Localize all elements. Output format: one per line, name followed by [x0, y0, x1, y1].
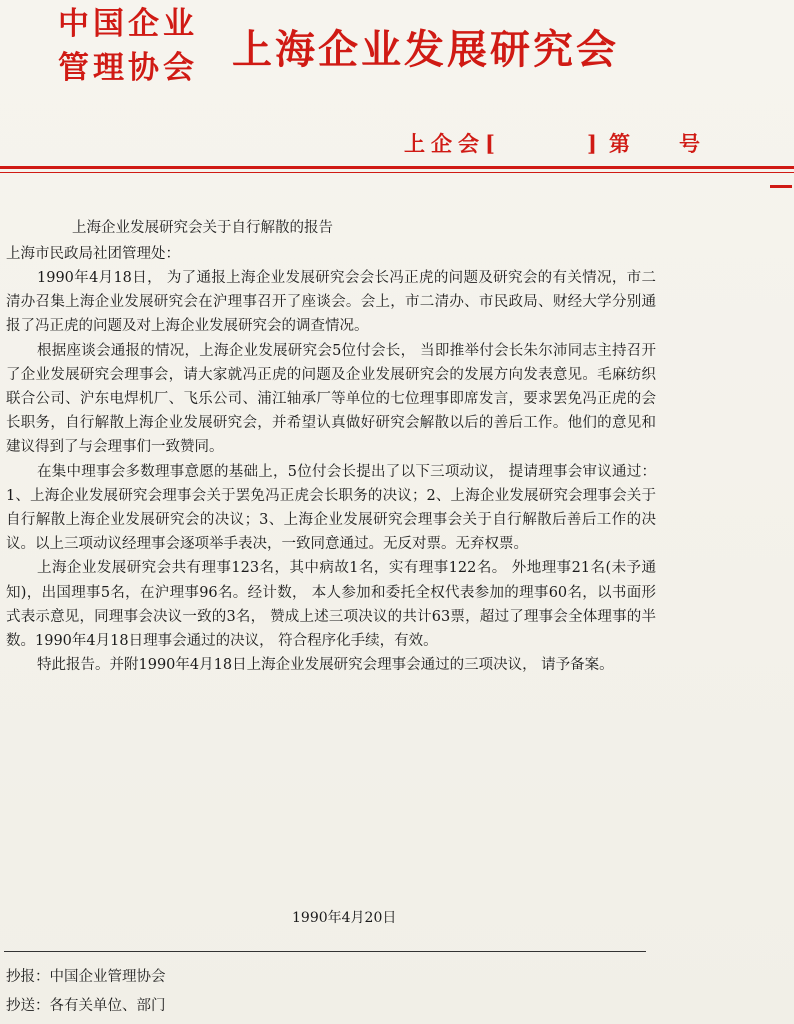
org-left-line2: 管理协会 [58, 50, 198, 86]
docno-bracket-open: [ [485, 131, 495, 156]
paragraph-2: 根据座谈会通报的情况，上海企业发展研究会5位付会长， 当即推举付会长朱尔沛同志主持召开了企业发展研究会理事会，请大家就冯正虎的问题及企业发展研究会的发展方向发表意见。毛麻纺织联合公司、沪东电焊机厂、飞乐公司、浦江轴承厂等单位的七位理事即席发言，要求罢免冯正虎的会长职务，自行解散上海企业发展研究会，并希望认真做好研究会解散以后的善后工作。他们的意见和建议得到了与会理事们一致赞同。 [6, 342, 656, 456]
org-main-name: 上海企业发展研究会 [232, 26, 619, 73]
paragraph-4: 上海企业发展研究会共有理事123名，其中病故1名，实有理事122名。 外地理事21名(未予通知)，出国理事5名，在沪理事96名。经计数， 本人参加和委托全权代表参加的理事60名，以书面形式表示意见，同理事会决议一致的3名， 赞成上述三项决议的共计63票，超过了理事会全体理事的半数。1990年4月18日理事会通过的决议， 符合程序化手续，有效。 [6, 560, 656, 650]
letterhead-rule-thin [0, 172, 794, 173]
paragraph-3: 在集中理事会多数理事意愿的基础上，5位付会长提出了以下三项动议， 提请理事会审议通过：1、上海企业发展研究会理事会关于罢免冯正虎会长职务的决议；2、上海企业发展研究会理事会关于自行解散上海企业发展研究会的决议；3、上海企业发展研究会理事会关于自行解散后善后工作的决议。以上三项动议经理事会逐项举手表决，一致同意通过。无反对票。无弃权票。 [6, 463, 656, 553]
org-left-line1: 中国企业 [58, 6, 198, 42]
docno-prefix: 上企会 [404, 131, 485, 156]
docno-hao: 号 [679, 131, 700, 156]
docno-bracket-close: ] [587, 131, 597, 156]
paragraph-1: 1990年4月18日， 为了通报上海企业发展研究会会长冯正虎的问题及研究会的有关情况，市二清办召集上海企业发展研究会在沪理事召开了座谈会。会上，市二清办、市民政局、财经大学分别通报了冯正虎的问题及对上海企业发展研究会的调查情况。 [6, 270, 656, 335]
letterhead-rule-mark [770, 185, 792, 188]
document-date: 1990年4月20日 [292, 910, 397, 926]
document-body [6, 266, 656, 677]
cc-report: 抄报：中国企业管理协会 [6, 969, 166, 985]
footer-rule [4, 951, 646, 952]
addressee: 上海市民政局社团管理处： [6, 246, 180, 262]
document-title: 上海企业发展研究会关于自行解散的报告 [72, 220, 333, 236]
cc-send: 抄送：各有关单位、部门 [6, 998, 166, 1014]
letterhead-rule-thick [0, 166, 794, 169]
document-number [404, 128, 700, 158]
paragraph-5: 特此报告。并附1990年4月18日上海企业发展研究会理事会通过的三项决议， 请予备案。 [37, 657, 614, 674]
docno-di: 第 [609, 131, 630, 156]
org-left-name [58, 2, 198, 90]
